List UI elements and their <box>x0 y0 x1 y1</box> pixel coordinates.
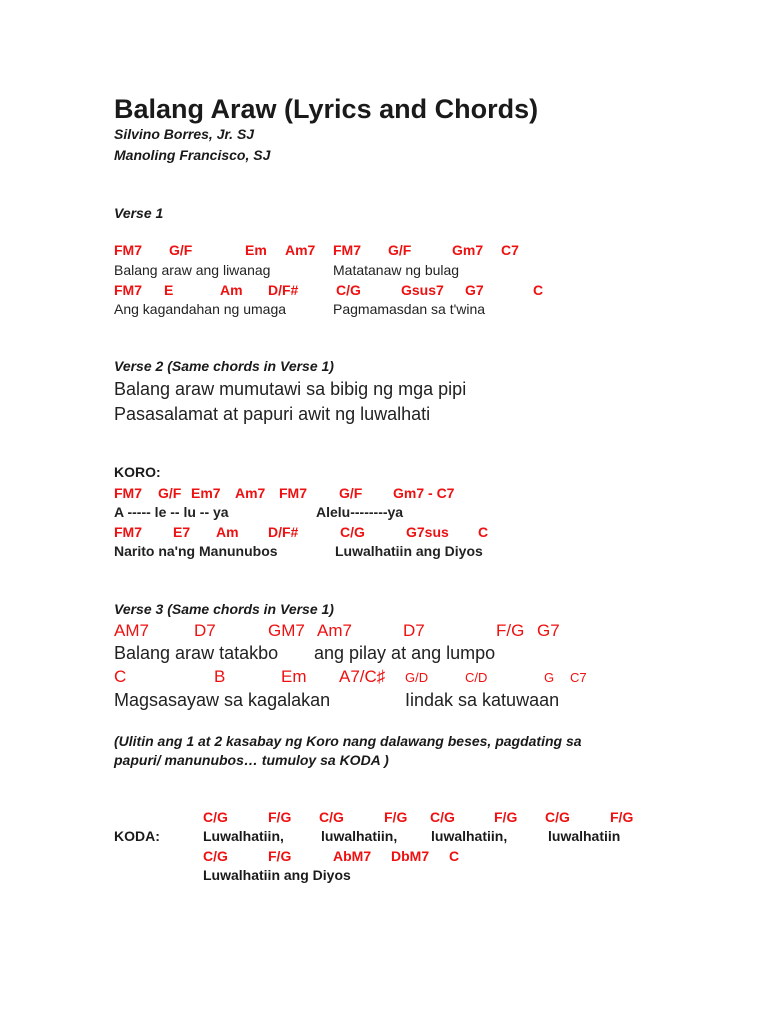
chord: DbM7 <box>391 848 430 864</box>
chord: C/G <box>336 282 361 298</box>
chord: F/G <box>610 809 634 825</box>
chord: C/G <box>203 809 228 825</box>
koda-final-lyric: Luwalhatiin ang Diyos <box>203 867 351 883</box>
chord: FM7 <box>114 282 142 298</box>
repeat-note-line-2: papuri/ manunubos… tumuloy sa KODA ) <box>114 752 389 768</box>
chord: D/F# <box>268 282 299 298</box>
chord: AbM7 <box>333 848 372 864</box>
chord: FM7 <box>279 485 307 501</box>
chord: G <box>544 670 555 685</box>
koda-word: luwalhatiin <box>548 828 621 844</box>
chord: C <box>478 524 489 540</box>
koro-lyric-1b: Alelu--------ya <box>316 504 404 520</box>
song-title: Balang Araw (Lyrics and Chords) <box>114 94 539 124</box>
chord: D7 <box>403 621 425 640</box>
chord: FM7 <box>333 242 361 258</box>
koro-lyric-2b: Luwalhatiin ang Diyos <box>335 543 483 559</box>
chord: G/D <box>405 670 429 685</box>
chord: G/F <box>388 242 412 258</box>
chord: Am7 <box>285 242 316 258</box>
chord: C/G <box>545 809 570 825</box>
chord: Am7 <box>235 485 266 501</box>
author-1: Silvino Borres, Jr. SJ <box>114 126 255 142</box>
chord: FM7 <box>114 242 142 258</box>
chord: Am <box>216 524 239 540</box>
chord: F/G <box>268 848 292 864</box>
chord: F/G <box>494 809 518 825</box>
chord: FM7 <box>114 524 142 540</box>
chord: Gm7 - C7 <box>393 485 455 501</box>
chord: E <box>164 282 174 298</box>
chord: FM7 <box>114 485 142 501</box>
verse1-lyric-1a: Balang araw ang liwanag <box>114 262 271 278</box>
chord: B <box>214 667 226 686</box>
verse2-lyric-2: Pasasalamat at papuri awit ng luwalhati <box>114 404 431 424</box>
verse2-heading: Verse 2 (Same chords in Verse 1) <box>114 358 334 374</box>
koda-word: luwalhatiin, <box>431 828 508 844</box>
chord: D/F# <box>268 524 299 540</box>
verse3-lyric-1b: ang pilay at ang lumpo <box>314 643 496 663</box>
chord: Am7 <box>317 621 352 640</box>
chord: GM7 <box>268 621 305 640</box>
verse1-lyric-2a: Ang kagandahan ng umaga <box>114 301 287 317</box>
verse1-heading: Verse 1 <box>114 205 164 221</box>
chord: G/F <box>158 485 182 501</box>
chord: Gm7 <box>452 242 484 258</box>
verse3-heading: Verse 3 (Same chords in Verse 1) <box>114 601 334 617</box>
chord: C <box>449 848 460 864</box>
chord: Em7 <box>191 485 221 501</box>
verse3-lyric-1a: Balang araw tatakbo <box>114 643 279 663</box>
chord: A7/C♯ <box>339 667 386 686</box>
koro-lyric-2a: Narito na'ng Manunubos <box>114 543 278 559</box>
chord: C <box>533 282 544 298</box>
chord: G/F <box>169 242 193 258</box>
chord: G7 <box>537 621 560 640</box>
chord: Gsus7 <box>401 282 444 298</box>
chord: C/G <box>319 809 344 825</box>
chord: G7 <box>465 282 484 298</box>
chord: G7sus <box>406 524 449 540</box>
chord: F/G <box>384 809 408 825</box>
chord: C/G <box>340 524 365 540</box>
koda-label: KODA: <box>114 828 160 844</box>
chord: F/G <box>268 809 292 825</box>
verse1-lyric-2b: Pagmamasdan sa t'wina <box>333 301 486 317</box>
chord: F/G <box>496 621 525 640</box>
chord: D7 <box>194 621 216 640</box>
chord: C7 <box>501 242 519 258</box>
repeat-note-line-1: (Ulitin ang 1 at 2 kasabay ng Koro nang dalawang beses, pagdating sa <box>114 733 582 749</box>
chord: AM7 <box>114 621 149 640</box>
verse3-lyric-2b: Iindak sa katuwaan <box>405 690 560 710</box>
chord: Em <box>281 667 307 686</box>
chord: Em <box>245 242 267 258</box>
verse1-lyric-1b: Matatanaw ng bulag <box>333 262 460 278</box>
chord: E7 <box>173 524 191 540</box>
chord: C/G <box>203 848 228 864</box>
koro-lyric-1a: A ----- le -- lu -- ya <box>114 504 229 520</box>
chord: C7 <box>570 670 587 685</box>
koda-word: Luwalhatiin, <box>203 828 284 844</box>
koda-word: luwalhatiin, <box>321 828 398 844</box>
chord: C <box>114 667 127 686</box>
verse3-lyric-2a: Magsasayaw sa kagalakan <box>114 690 331 710</box>
author-2: Manoling Francisco, SJ <box>114 147 271 163</box>
koro-heading: KORO: <box>114 464 161 480</box>
chord: Am <box>220 282 243 298</box>
verse2-lyric-1: Balang araw mumutawi sa bibig ng mga pipi <box>114 379 467 399</box>
chord: C/G <box>430 809 455 825</box>
chord: G/F <box>339 485 363 501</box>
chord: C/D <box>465 670 488 685</box>
